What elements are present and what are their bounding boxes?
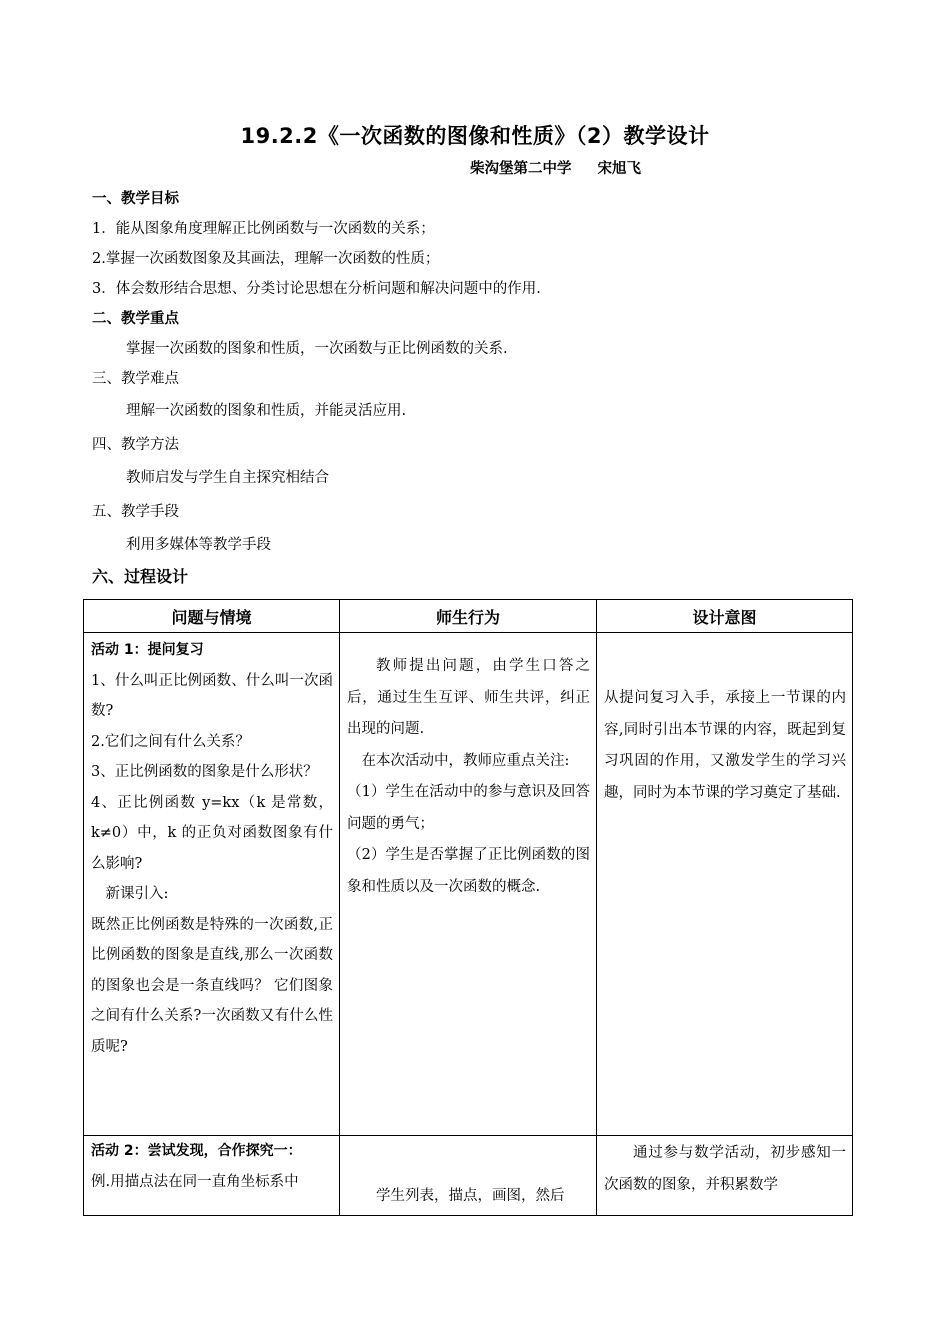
method-text: 教师启发与学生自主探究相结合 <box>126 470 329 486</box>
activity1-intro-label: 新课引入: <box>105 886 169 902</box>
activity1-intent: 从提问复习入手，承接上一节课的内容,同时引出本节课的内容，既起到复习巩固的作用，又激发学生的学习兴趣，同时为本节课的学习奠定了基础. <box>604 690 846 801</box>
activity1-title: 活动 1：提问复习 <box>91 642 204 658</box>
header-situation: 问题与情境 <box>84 600 340 633</box>
means-text: 利用多媒体等教学手段 <box>126 537 271 553</box>
header-intent: 设计意图 <box>597 600 853 633</box>
table-header-row <box>84 600 853 633</box>
author-school: 柴沟堡第二中学 <box>470 161 572 177</box>
difficulty-heading: 三、教学难点 <box>92 371 179 387</box>
activity2-title: 活动 2：尝试发现，合作探究一： <box>91 1143 302 1159</box>
table-row-activity2 <box>84 1136 853 1216</box>
activity1-question-2: 2.它们之间有什么关系？ <box>91 733 250 750</box>
activity1-behavior-p4: （2）学生是否掌握了正比例函数的图象和性质以及一次函数的概念. <box>347 847 590 895</box>
process-heading: 六、过程设计 <box>92 567 189 586</box>
activity1-situation-cell <box>84 633 340 1136</box>
author-line <box>470 158 641 180</box>
activity1-behavior-p3: （1）学生在活动中的参与意识及回答问题的勇气； <box>347 784 590 832</box>
author-name: 宋旭飞 <box>597 161 641 177</box>
goal-item-3: 3．体会数形结合思想、分类讨论思想在分析问题和解决问题中的作用. <box>92 281 541 297</box>
activity1-question-3: 3、正比例函数的图象是什么形状？ <box>91 764 318 780</box>
activity2-intent: 通过参与数学活动，初步感知一次函数的图象，并积累数学 <box>604 1145 846 1193</box>
activity1-intro-text: 既然正比例函数是特殊的一次函数,正比例函数的图象是直线,那么一次函数的图象也会是一条直线吗？ 它们图象之间有什么关系?一次函数又有什么性质呢? <box>91 916 333 1055</box>
activity2-example: 例.用描点法在同一直角坐标系中 <box>91 1173 299 1190</box>
means-heading: 五、教学手段 <box>92 504 179 520</box>
activity2-intent-cell <box>597 1136 853 1216</box>
activity1-behavior-p2: 在本次活动中，教师应重点关注: <box>361 752 570 769</box>
key-text: 掌握一次函数的图象和性质，一次函数与正比例函数的关系. <box>126 341 508 357</box>
difficulty-text: 理解一次函数的图象和性质，并能灵活应用. <box>126 403 407 419</box>
header-behavior: 师生行为 <box>340 600 597 633</box>
activity1-intent-cell <box>597 633 853 1136</box>
table-row-activity1 <box>84 633 853 1136</box>
activity2-behavior: 学生列表，描点，画图，然后 <box>376 1188 565 1204</box>
activity1-question-1: 1、什么叫正比例函数、什么叫一次函数? <box>91 672 333 719</box>
goal-item-2: 2.掌握一次函数图象及其画法，理解一次函数的性质； <box>92 251 440 267</box>
goals-heading: 一、教学目标 <box>92 191 179 207</box>
method-heading: 四、教学方法 <box>92 437 179 453</box>
activity1-behavior-cell <box>340 633 597 1136</box>
page-title: 19.2.2《一次函数的图像和性质》（2）教学设计 <box>240 124 710 148</box>
activity2-behavior-cell <box>340 1136 597 1216</box>
process-table <box>83 599 853 1216</box>
activity2-situation-cell <box>84 1136 340 1216</box>
activity1-question-4: 4、正比例函数 y=kx（k 是常数，k≠0）中，k 的正负对函数图象有什么影响? <box>91 794 333 872</box>
activity1-behavior-p1: 教师提出问题，由学生口答之后，通过生生互评、师生共评，纠正出现的问题. <box>347 658 590 737</box>
goal-item-1: 1．能从图象角度理解正比例函数与一次函数的关系； <box>92 221 435 237</box>
key-heading: 二、教学重点 <box>92 311 179 327</box>
